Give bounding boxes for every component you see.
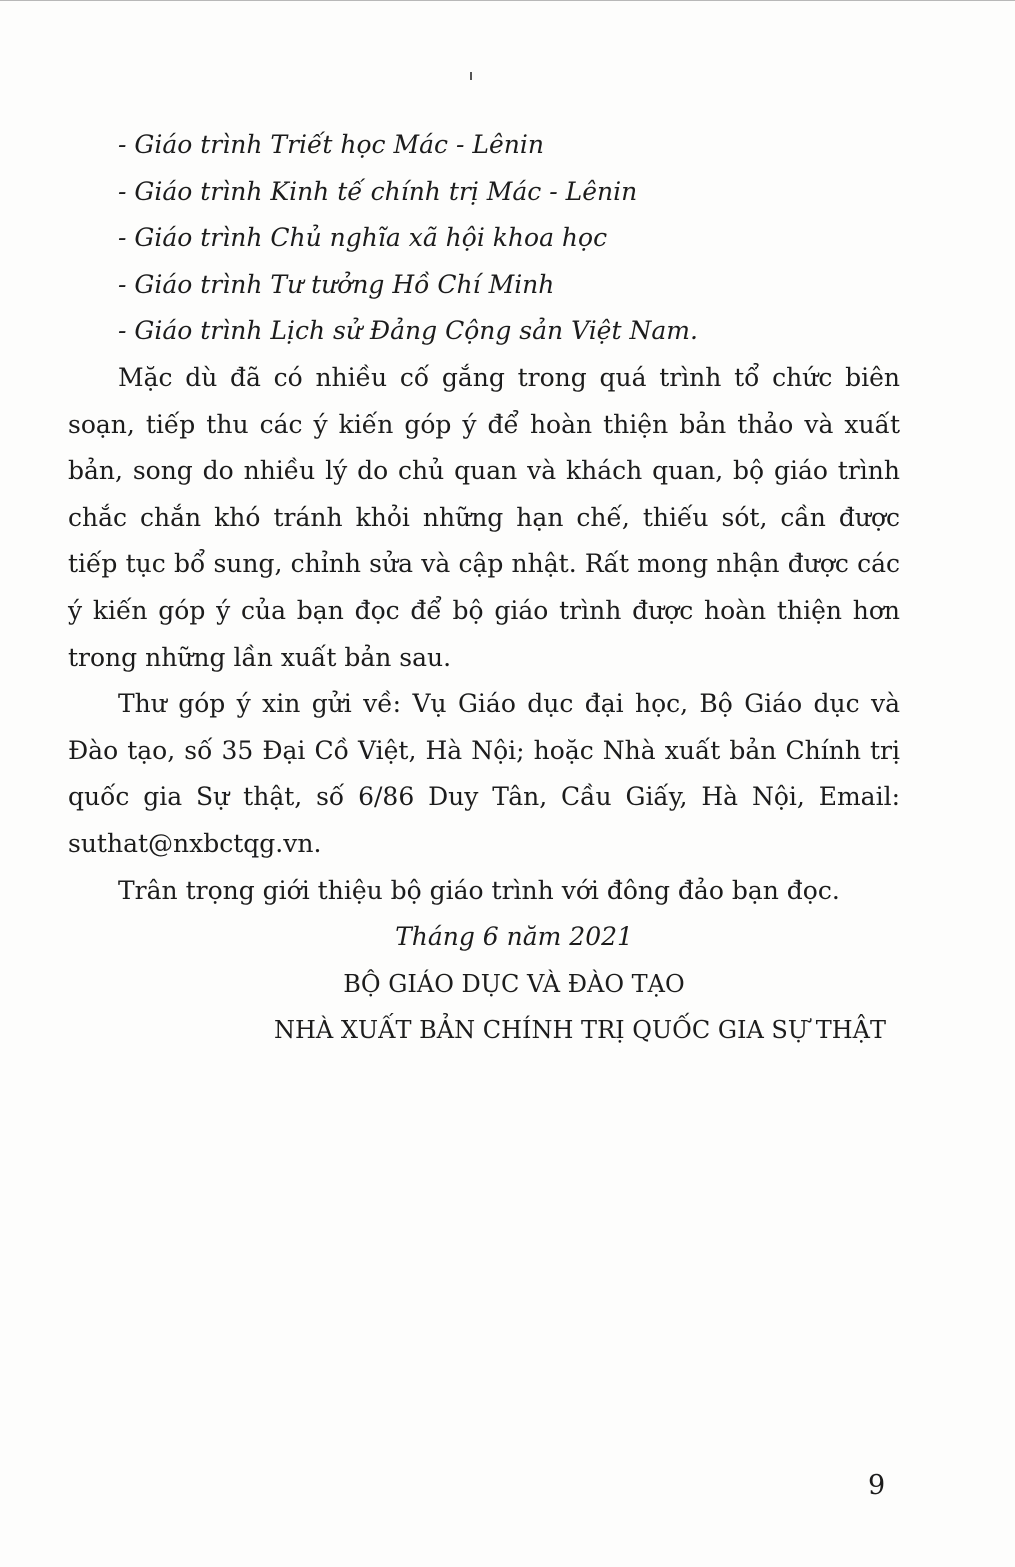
list-item: - Giáo trình Triết học Mác - Lênin [118, 130, 544, 159]
signature-date: Tháng 6 năm 2021 [395, 922, 633, 952]
list-item: - Giáo trình Tư tưởng Hồ Chí Minh [118, 269, 555, 299]
paragraph: Thư góp ý xin gửi về: Vụ Giáo dục đại học, Bộ Giáo dục và Đào tạo, số 35 Đại Cồ Việt, Hà Nội; hoặc Nhà xuất bản Chính trị quốc gia Sự thật, số 6/86 Duy Tân, Cầu Giấy, Hà Nội, Email: suthat@nxbctqg.vn. [68, 689, 900, 858]
page-body [68, 122, 900, 1054]
paragraph: Trân trọng giới thiệu bộ giáo trình với đông đảo bạn đọc. [118, 875, 840, 905]
signature-org-ministry: BỘ GIÁO DỤC VÀ ĐÀO TẠO [343, 969, 685, 998]
list-item: - Giáo trình Kinh tế chính trị Mác - Lênin [118, 176, 638, 206]
signature-org-publisher: NHÀ XUẤT BẢN CHÍNH TRỊ QUỐC GIA SỰ THẬT [273, 1016, 886, 1045]
paragraph: Mặc dù đã có nhiều cố gắng trong quá trình tổ chức biên soạn, tiếp thu các ý kiến góp ý để hoàn thiện bản thảo và xuất bản, song do nhiều lý do chủ quan và khách quan, bộ giáo trình chắc chắn khó tránh khỏi những hạn chế, thiếu sót, cần được tiếp tục bổ sung, chỉnh sửa và cập nhật. Rất mong nhận được các ý kiến góp ý của bạn đọc để bộ giáo trình được hoàn thiện hơn trong những lần xuất bản sau. [68, 362, 900, 672]
list-item: - Giáo trình Chủ nghĩa xã hội khoa học [118, 223, 608, 253]
page-number: 9 [868, 1470, 886, 1501]
page-edge [0, 0, 1015, 1]
print-mark [470, 72, 472, 80]
list-item: - Giáo trình Lịch sử Đảng Cộng sản Việt Nam. [118, 316, 698, 346]
